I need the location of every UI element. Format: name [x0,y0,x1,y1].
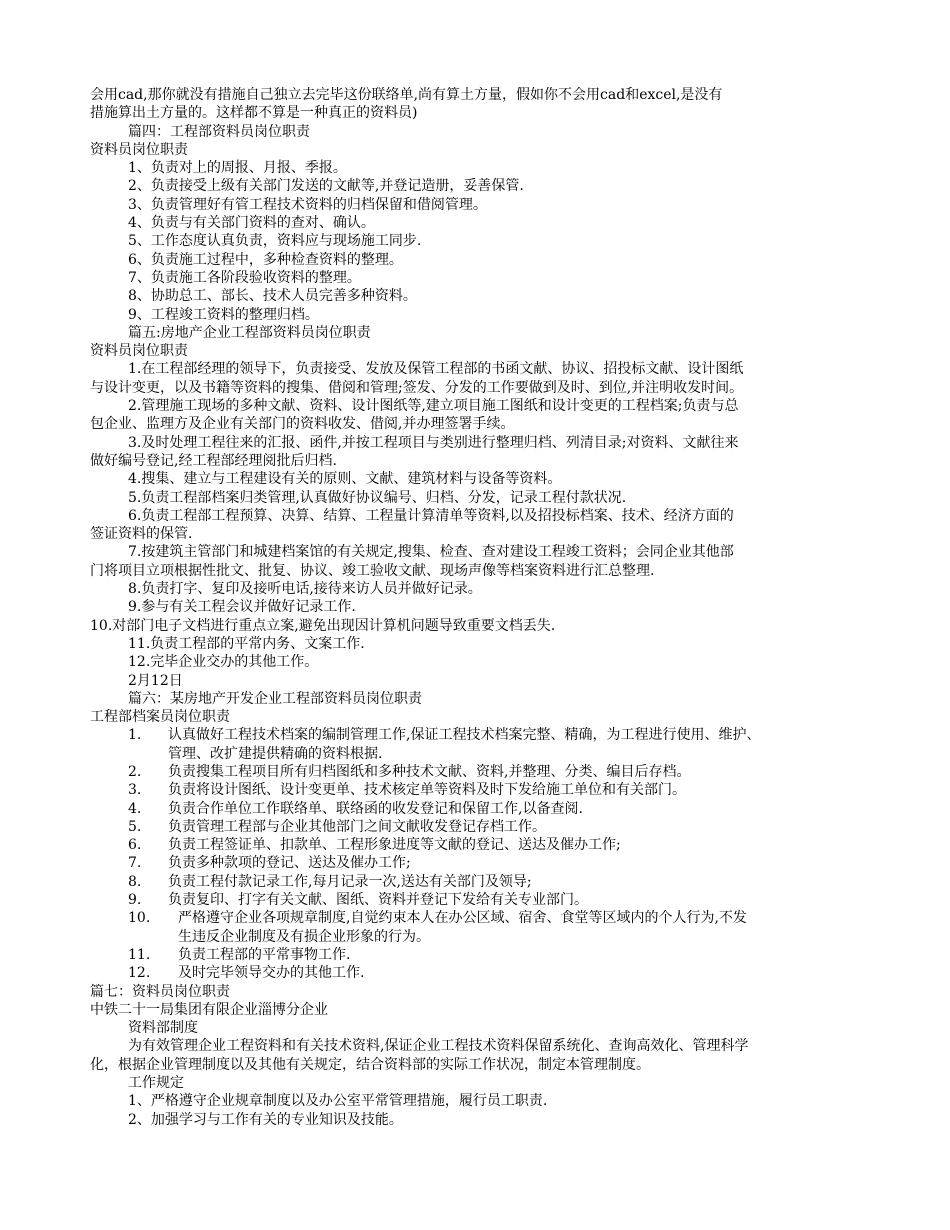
list-item [90,781,860,799]
list-item: 2、负责接受上级有关部门发送的文献等,并登记造册，妥善保管. [128,178,524,195]
list-item-text: 负责管理工程部与企业其他部门之间文献收发登记存档工作。 [168,818,546,835]
text-line: 11.负责工程部的平常内务、文案工作. [128,635,365,652]
text-line: 门将项目立项根据性批文、批复、协议、竣工验收文献、现场声像等档案资料进行汇总整理. [90,562,655,579]
list-item [90,964,860,982]
company-name: 中铁二十一局集团有限企业淄博分企业 [90,1001,328,1018]
text-line: 7.按建筑主管部门和城建档案馆的有关规定,搜集、检查、查对建设工程竣工资料；会同企业其他部 [128,544,734,561]
section-title: 篇五:房地产企业工程部资料员岗位职责 [128,324,371,341]
list-item [90,763,860,781]
list-item-number: 6. [128,837,142,854]
list-item-text: 负责工程部的平常事物工作. [178,946,351,963]
text-line: 12.完毕企业交办的其他工作。 [128,654,319,671]
list-item-text: 负责工程签证单、扣款单、工程形象进度等文献的登记、送达及催办工作; [168,837,621,854]
section-subtitle: 资料员岗位职责 [90,343,188,360]
list-item [90,909,860,946]
text-line: 措施算出土方量的。这样都不算是一种真正的资料员) [90,105,418,122]
list-item [90,800,860,818]
document-page [90,86,860,1129]
list-item: 4、负责与有关部门资料的查对、确认。 [128,215,375,232]
list-item-text: 负责搜集工程项目所有归档图纸和多种技术文献、资料,并整理、分类、编目后存档。 [168,763,691,780]
list-item: 1、严格遵守企业规章制度以及办公室平常管理措施，履行员工职责. [128,1093,548,1110]
list-item: 2、加强学习与工作有关的专业知识及技能。 [128,1111,403,1128]
list-item [90,818,860,836]
text-line: 9.参与有关工程会议并做好记录工作. [128,599,356,616]
list-item [90,836,860,854]
list-item: 1、负责对上的周报、月报、季报。 [128,160,347,177]
list-item-number: 4. [128,800,142,817]
list-item-number: 1. [128,727,142,744]
text-line: 5.负责工程部档案归类管理,认真做好协议编号、归档、分发，记录工程付款状况. [128,489,627,506]
list-item-text: 及时完毕领导交办的其他工作. [178,965,365,982]
list-item [90,891,860,909]
list-item: 5、工作态度认真负责，资料应与现场施工同步. [128,233,422,250]
subheading: 资料部制度 [128,1020,198,1037]
section-6 [90,690,860,983]
text-line: 做好编号登记,经工程部经理阅批后归档. [90,452,337,469]
list-item-text: 负责工程付款记录工作,每月记录一次,送达有关部门及领导; [168,873,532,890]
list-item-number: 2. [128,763,142,780]
text-line: 10.对部门电子文档进行重点立案,避免出现因计算机问题导致重要文档丢失. [90,617,556,634]
text-line: 签证资料的保管. [90,526,193,543]
section-subtitle: 工程部档案员岗位职责 [90,709,230,726]
text-line: 与设计变更，以及书籍等资料的搜集、借阅和管理;签发、分发的工作要做到及时、到位,并注明收发时间。 [90,379,744,396]
list-item-text: 负责多种款项的登记、送达及催办工作; [168,855,411,872]
text-line: 会用cad,那你就没有措施自己独立去完毕这份联络单,尚有算土方量，假如你不会用cad和excel,是没有 [90,87,723,103]
section-4 [90,123,860,324]
list-item-number: 5. [128,818,142,835]
intro-paragraph [90,86,860,123]
text-line: 3.及时处理工程往来的汇报、函件,并按工程项目与类别进行整理归档、列清目录;对资料、文献往来 [128,434,739,451]
list-item-number: 9. [128,892,142,909]
text-line: 包企业、监理方及企业有关部门的资料收发、借阅,并办理签署手续。 [90,416,515,433]
list-item-text: 严格遵守企业各项规章制度,自觉约束本人在办公区域、宿舍、食堂等区域内的个人行为,不发 [178,910,747,927]
section-subtitle: 资料员岗位职责 [90,141,188,158]
list-item [90,946,860,964]
list-item: 7、负责施工各阶段验收资料的整理。 [128,269,361,286]
list-item: 3、负责管理好有管工程技术资料的归档保留和借阅管理。 [128,196,487,213]
list-item: 9、工程竣工资料的整理归档。 [128,306,319,323]
list-item-text: 负责复印、打字有关文献、图纸、资料并登记下发给有关专业部门。 [168,892,588,909]
date-line: 2月12日 [128,672,183,689]
list-item-number: 8. [128,873,142,890]
text-line: 为有效管理企业工程资料和有关技术资料,保证企业工程技术资料保留系统化、查询高效化、管理科学 [128,1038,749,1055]
section-title: 篇六：某房地产开发企业工程部资料员岗位职责 [128,690,422,707]
list-item: 6、负责施工过程中，多种检查资料的整理。 [128,251,403,268]
subheading: 工作规定 [128,1075,184,1092]
text-line: 4.搜集、建立与工程建设有关的原则、文献、建筑材料与设备等资料。 [128,471,562,488]
section-7 [90,983,860,1129]
list-item-number: 12. [128,965,151,982]
list-item-number: 10. [128,910,151,927]
list-item [90,726,860,763]
section-title: 篇七：资料员岗位职责 [90,983,230,1000]
list-item-text: 管理、改扩建提供精确的资料根据. [168,745,383,762]
section-5 [90,324,860,690]
list-item-number: 11. [128,946,151,963]
list-item [90,873,860,891]
list-item-text: 生违反企业制度及有损企业形象的行为。 [178,928,430,945]
text-line: 1.在工程部经理的领导下，负责接受、发放及保管工程部的书函文献、协议、招投标文献、设计图纸 [128,361,744,378]
text-line: 6.负责工程部工程预算、决算、结算、工程量计算清单等资料,以及招投标档案、技术、经济方面的 [128,507,734,524]
section-title: 篇四：工程部资料员岗位职责 [128,123,310,140]
list-item-number: 7. [128,855,142,872]
list-item-text: 认真做好工程技术档案的编制管理工作,保证工程技术档案完整、精确，为工程进行使用、维护、 [168,727,761,744]
list-item [90,854,860,872]
list-item-number: 3. [128,782,142,799]
text-line: 化，根据企业管理制度以及其他有关规定，结合资料部的实际工作状况，制定本管理制度。 [90,1056,650,1073]
text-line: 8.负责打字、复印及接听电话,接待来访人员并做好记录。 [128,581,482,598]
list-item-text: 负责将设计图纸、设计变更单、技术核定单等资料及时下发给施工单位和有关部门。 [168,782,686,799]
list-item-text: 负责合作单位工作联络单、联络函的收发登记和保留工作,以备查阅. [168,800,583,817]
list-item: 8、协助总工、部长、技术人员完善多种资料。 [128,288,417,305]
text-line: 2.管理施工现场的多种文献、资料、设计图纸等,建立项目施工图纸和设计变更的工程档案;负责与总 [128,398,739,415]
